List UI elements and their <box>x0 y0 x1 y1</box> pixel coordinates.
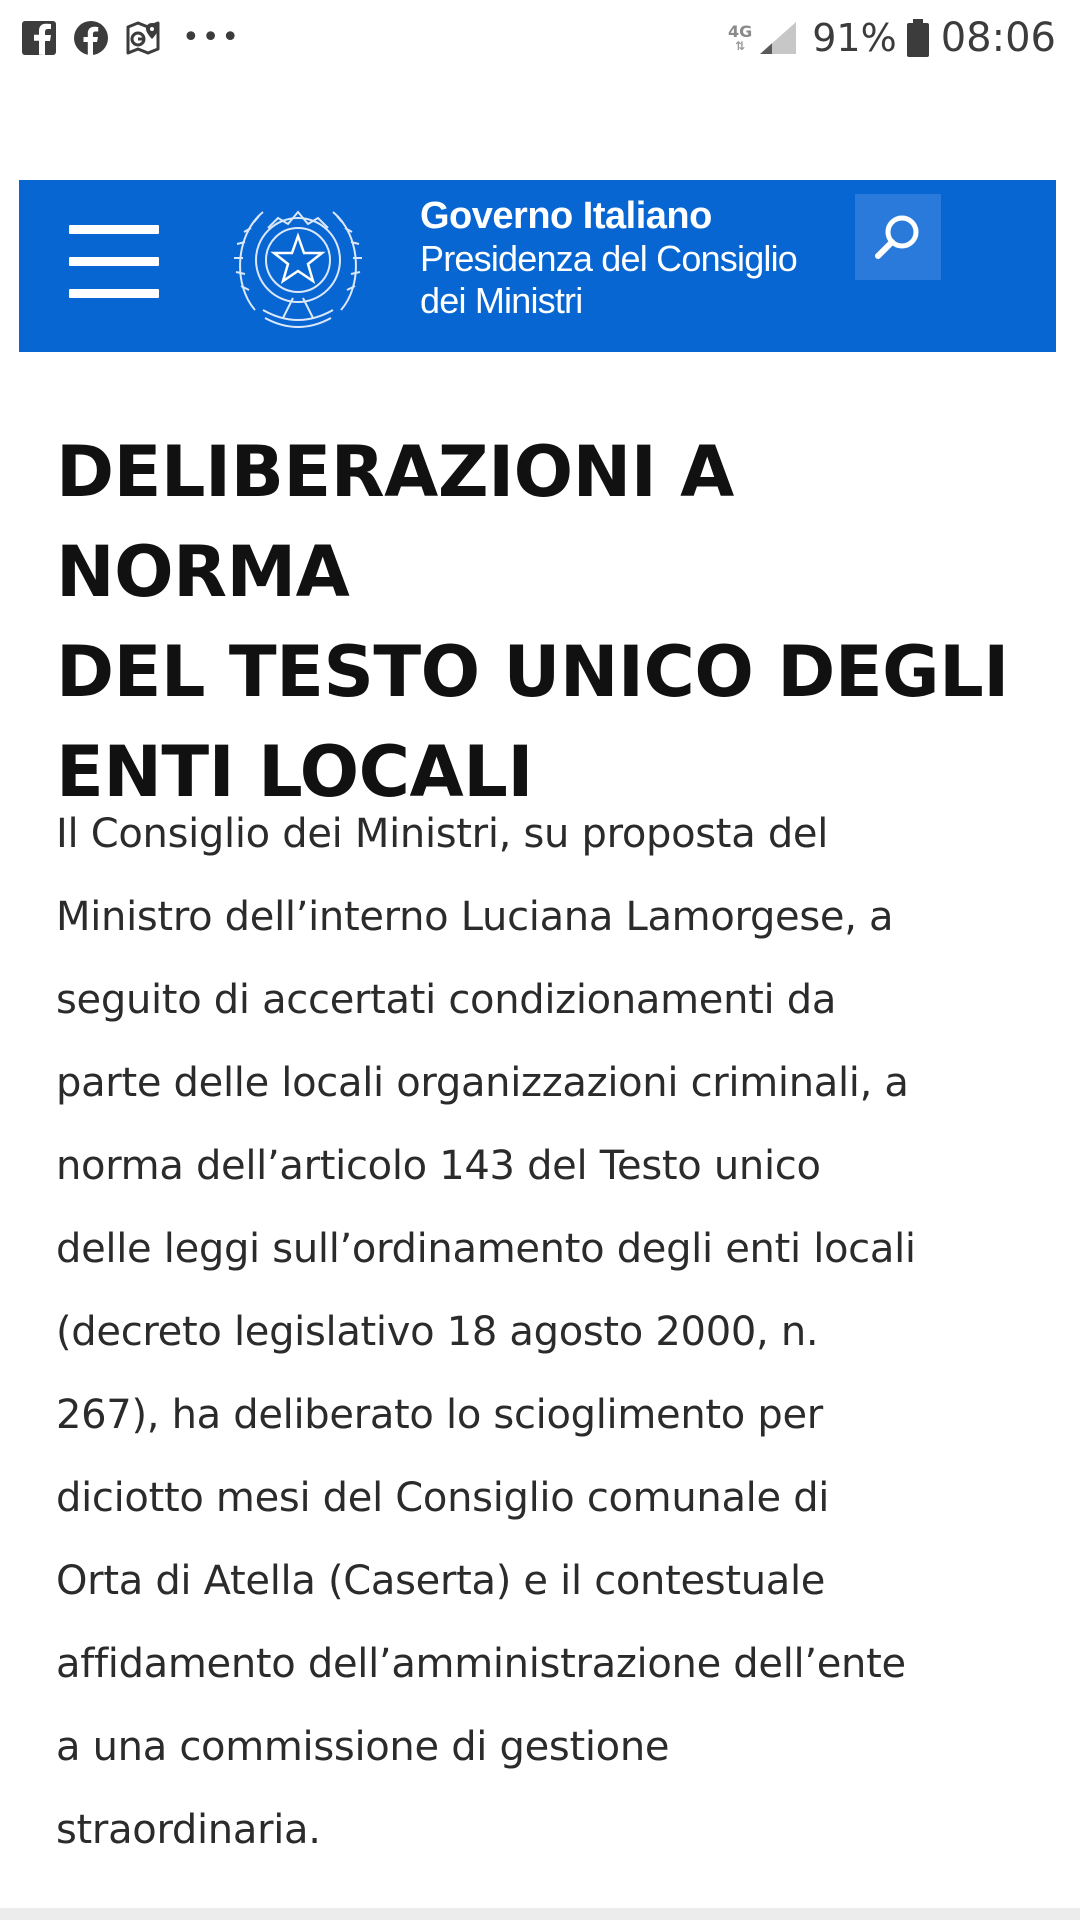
article-title-line: ENTI LOCALI <box>56 731 533 813</box>
article-title-line: DELIBERAZIONI A NORMA <box>56 431 734 613</box>
italian-republic-emblem-icon[interactable] <box>233 190 363 340</box>
hamburger-bar <box>69 289 159 298</box>
article-body-line: (decreto legislativo 18 agosto 2000, n. <box>56 1309 819 1355</box>
facebook-square-icon <box>20 19 58 57</box>
site-subtitle-line-2: dei Ministri <box>420 280 583 321</box>
site-header <box>19 180 1056 352</box>
status-bar <box>0 0 1080 76</box>
search-button[interactable] <box>855 194 941 280</box>
signal-icon <box>758 20 798 56</box>
battery-icon <box>907 19 929 57</box>
hamburger-bar <box>69 257 159 266</box>
search-icon <box>871 210 925 264</box>
article-body-line: parte delle locali organizzazioni criminali, a <box>56 1060 909 1106</box>
article-body-line: affidamento dell’amministrazione dell’ente <box>56 1641 906 1687</box>
site-subtitle-line-1: Presidenza del Consiglio <box>420 238 798 279</box>
article-body-line: a una commissione di gestione <box>56 1724 670 1770</box>
battery-percentage: 91% <box>812 16 897 60</box>
google-maps-icon <box>124 19 162 57</box>
bottom-edge <box>0 1908 1080 1920</box>
clock: 08:06 <box>940 15 1056 61</box>
network-type-label: 4G <box>727 22 753 41</box>
article-title-line: DEL TESTO UNICO DEGLI <box>56 631 1009 713</box>
article-body-line: Orta di Atella (Caserta) e il contestuale <box>56 1558 826 1604</box>
article-body-line: diciotto mesi del Consiglio comunale di <box>56 1475 830 1521</box>
article-body-line: Ministro dell’interno Luciana Lamorgese, a <box>56 894 894 940</box>
menu-button[interactable] <box>69 225 159 301</box>
more-notifications-icon: ••• <box>182 20 242 55</box>
article-title <box>56 422 1046 822</box>
data-arrows-icon: ⇅ <box>735 39 746 53</box>
article-body-line: norma dell’articolo 143 del Testo unico <box>56 1143 821 1189</box>
article-body-line: seguito di accertati condizionamenti da <box>56 977 837 1023</box>
article-body <box>56 793 1046 1872</box>
site-title: Governo Italiano <box>420 195 712 237</box>
article-body-line: straordinaria. <box>56 1807 321 1853</box>
system-status <box>728 14 1056 62</box>
site-branding[interactable] <box>420 194 840 322</box>
hamburger-bar <box>69 225 159 234</box>
article-body-line: 267), ha deliberato lo scioglimento per <box>56 1392 823 1438</box>
notification-icons <box>20 16 241 60</box>
facebook-circle-icon <box>72 19 110 57</box>
article-body-line: Il Consiglio dei Ministri, su proposta del <box>56 811 829 857</box>
article-body-line: delle leggi sull’ordinamento degli enti locali <box>56 1226 916 1272</box>
network-type <box>728 24 752 52</box>
